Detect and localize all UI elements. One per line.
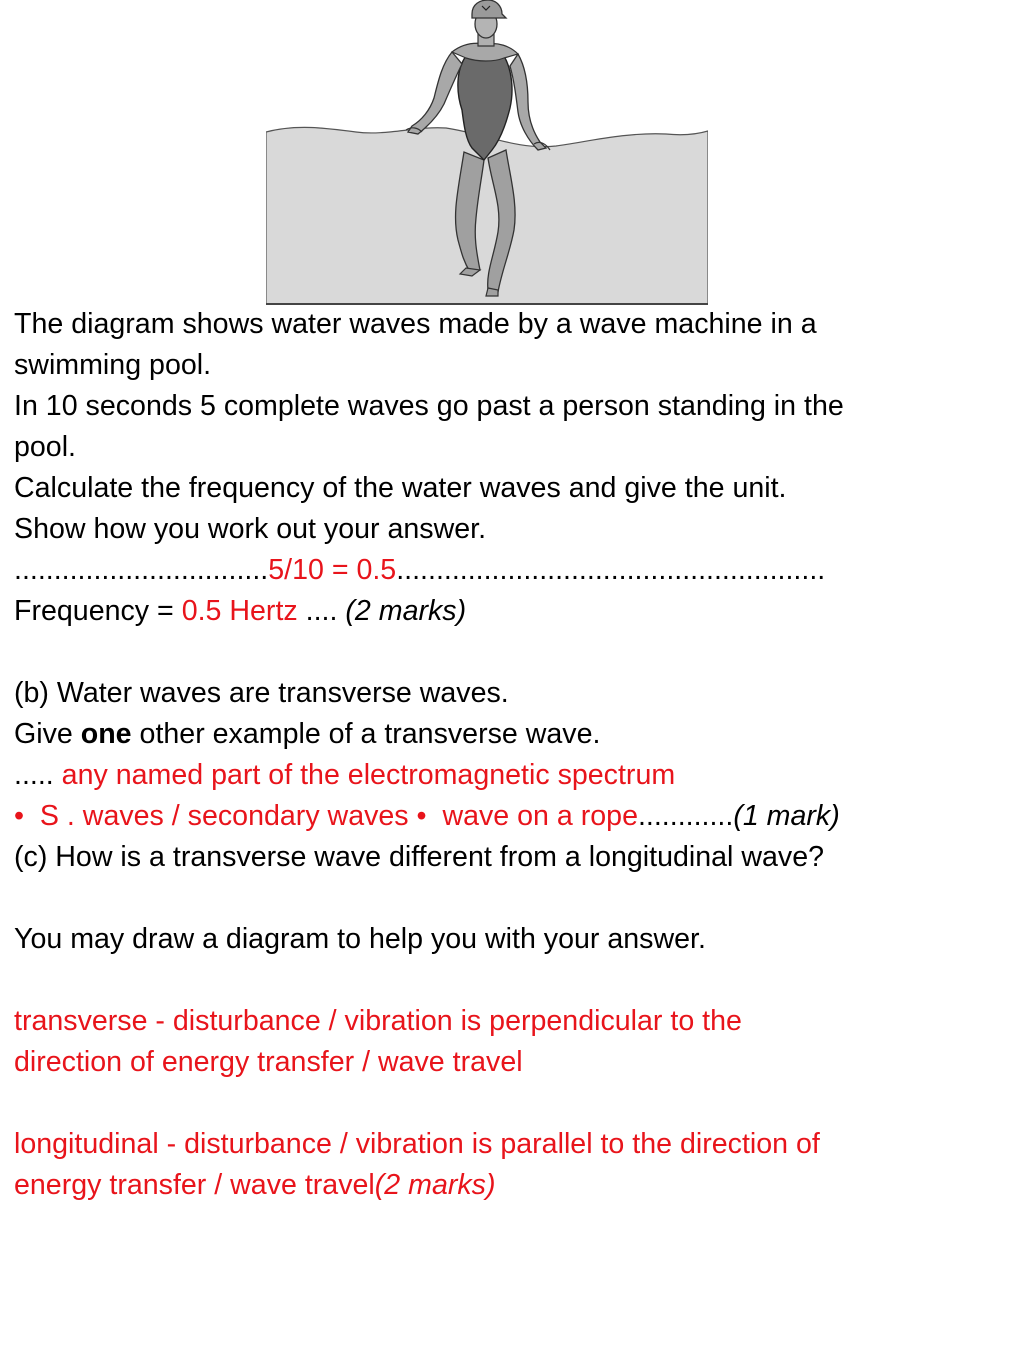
answer-em-spectrum: any named part of the electromagnetic spectrum <box>61 759 676 791</box>
working-answer: 5/10 = 0.5 <box>268 554 397 586</box>
question-b-give-line <box>14 714 1014 755</box>
swimmer-in-wave-pool-illustration <box>266 0 708 306</box>
answer-longitudinal-line-2 <box>14 1165 1014 1206</box>
question-a-intro-line-4: pool. <box>14 431 77 463</box>
answer-longitudinal-line-1: longitudinal - disturbance / vibration is parallel to the direction of <box>14 1128 820 1160</box>
question-b-marks: (1 mark) <box>733 800 840 832</box>
cap <box>472 0 506 18</box>
question-b-answer-line-1 <box>14 755 1014 796</box>
answer-longitudinal-text: energy transfer / wave travel <box>14 1169 375 1201</box>
question-a-intro-line-2: swimming pool. <box>14 349 212 381</box>
frequency-answer: 0.5 Hertz <box>181 595 298 627</box>
question-a-marks: (2 marks) <box>345 595 467 627</box>
frequency-dots: .... <box>297 595 346 627</box>
question-c-prompt: (c) How is a transverse wave different from a longitudinal wave? <box>14 841 824 873</box>
give-rest: other example of a transverse wave. <box>131 718 601 750</box>
question-c-marks: (2 marks) <box>374 1169 496 1201</box>
question-a-intro-line-1: The diagram shows water waves made by a wave machine in a <box>14 308 817 340</box>
answer-dots: ..... <box>14 759 62 791</box>
question-a-intro-line-3: In 10 seconds 5 complete waves go past a person standing in the <box>14 390 844 422</box>
answer-2-dots: ............ <box>637 800 734 832</box>
working-dots-after: ...................................................... <box>396 554 826 586</box>
answer-other-examples: • S . waves / secondary waves • wave on a rope <box>14 800 638 832</box>
question-c-hint: You may draw a diagram to help you with your answer. <box>14 923 706 955</box>
question-text <box>14 304 1014 1206</box>
answer-transverse-line-1: transverse - disturbance / vibration is perpendicular to the <box>14 1005 742 1037</box>
question-b-prompt: (b) Water waves are transverse waves. <box>14 677 509 709</box>
give-bold-one: one <box>80 718 132 750</box>
question-a-instruction-1: Calculate the frequency of the water waves and give the unit. <box>14 472 787 504</box>
spacer <box>14 632 1014 673</box>
question-a-instruction-2: Show how you work out your answer. <box>14 513 487 545</box>
spacer <box>14 960 1014 1001</box>
question-a-working-line <box>14 550 1014 591</box>
answer-transverse-line-2: direction of energy transfer / wave travel <box>14 1046 523 1078</box>
give-text: Give <box>14 718 81 750</box>
question-b-answer-line-2 <box>14 796 1014 837</box>
spacer <box>14 1083 1014 1124</box>
spacer <box>14 878 1014 919</box>
left-arm <box>408 52 462 134</box>
question-a-frequency-line <box>14 591 1014 632</box>
right-foot <box>486 288 498 296</box>
working-dots-before: ................................ <box>14 554 269 586</box>
right-arm <box>510 54 546 150</box>
frequency-label: Frequency = <box>14 595 182 627</box>
